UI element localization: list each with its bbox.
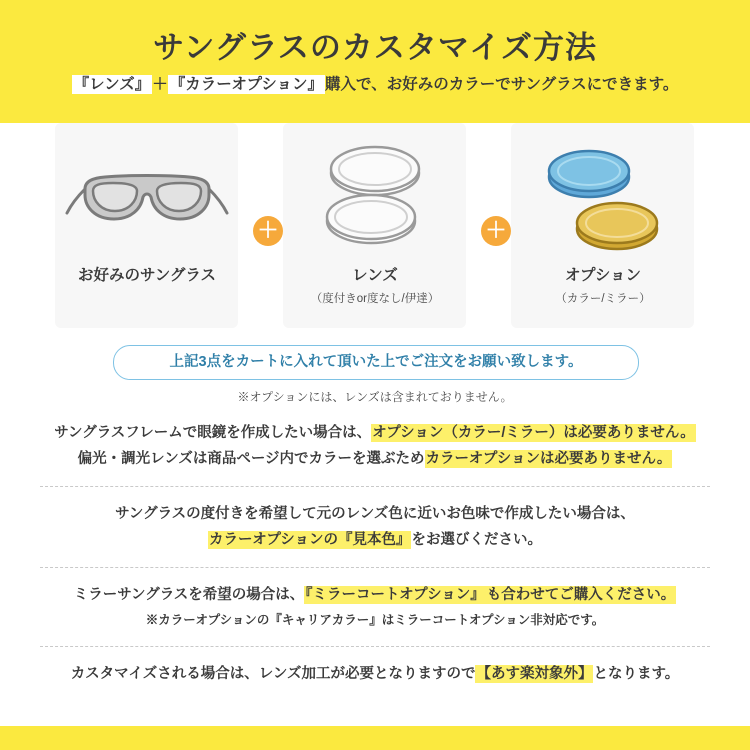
note-section-1 [40,501,710,553]
note-text-highlight-2: も合わせてご購入ください。 [486,587,676,603]
divider [40,646,710,647]
note-text: 偏光・調光レンズは商品ページ内でカラーを選ぶため [77,451,425,467]
plus-icon-1: ＋ [253,216,283,246]
note-text: サングラスフレームで眼鏡を作成したい場合は、 [54,425,372,441]
note-text: カスタマイズされる場合は、レンズ加工が必要となりますので [70,666,476,682]
note-section-3 [40,661,710,687]
banner-subtitle-part-1: ＋ [152,76,168,93]
note-text-tail: となります。 [593,666,680,682]
note-section-2 [40,582,710,632]
divider [40,567,710,568]
banner-subtitle-part-0: 『レンズ』 [73,76,151,93]
lens-pair-icon [283,137,466,272]
note-line [40,501,710,527]
banner-subtitle [0,72,750,94]
plus-icon-2: ＋ [481,216,511,246]
note-section-0 [40,418,710,472]
label-option-sub: （カラー/ミラー） [555,293,651,305]
color-option-icon [511,137,694,272]
footer-bar [0,726,750,750]
option-note: ※オプションには、レンズは含まれておりません。 [237,390,513,404]
note-text: をお選びください。 [411,532,542,548]
header-banner [0,0,750,123]
label-sunglasses-main: お好みのサングラス [78,267,216,284]
sunglasses-icon [55,137,238,272]
notes-list [40,418,710,687]
note-line [40,446,710,472]
label-sunglasses [47,263,247,290]
note-text: ※カラーオプションの『キャリアカラー』はミラーコートオプション非対応です。 [145,613,605,627]
banner-subtitle-part-2: 『カラーオプション』 [169,76,324,93]
label-option-main: オプション [564,267,642,284]
label-lens-sub: （度付きor度なし/伊達） [310,293,440,305]
divider [40,486,710,487]
card-labels [55,263,695,323]
label-option [503,263,703,306]
label-lens [275,263,475,306]
note-line [40,661,710,687]
label-lens-main: レンズ [352,267,398,284]
note-text-highlight: カラーオプションの『見本色』 [209,532,411,548]
page-title: サングラスのカスタマイズ方法 [153,30,597,65]
note-text: ミラーサングラスを希望の場合は、 [73,587,305,603]
note-text: サングラスの度付きを希望して元のレンズ色に近いお色味で作成したい場合は、 [115,506,635,522]
note-text-highlight: 『ミラーコートオプション』 [305,587,485,603]
cart-notice-pill: 上記3点をカートに入れて頂いた上でご注文をお願い致します。 [113,345,639,380]
note-text-highlight: 【あす楽対象外】 [476,666,593,682]
note-line [40,527,710,553]
note-text-highlight: カラーオプションは必要ありません。 [425,451,672,467]
note-line [40,582,710,608]
note-line-small [40,608,710,632]
note-text-highlight: オプション（カラー/ミラー）は必要ありません。 [372,425,695,441]
note-line [40,420,710,446]
banner-subtitle-part-3: 購入で、お好みのカラーでサングラスにできます。 [325,76,679,93]
